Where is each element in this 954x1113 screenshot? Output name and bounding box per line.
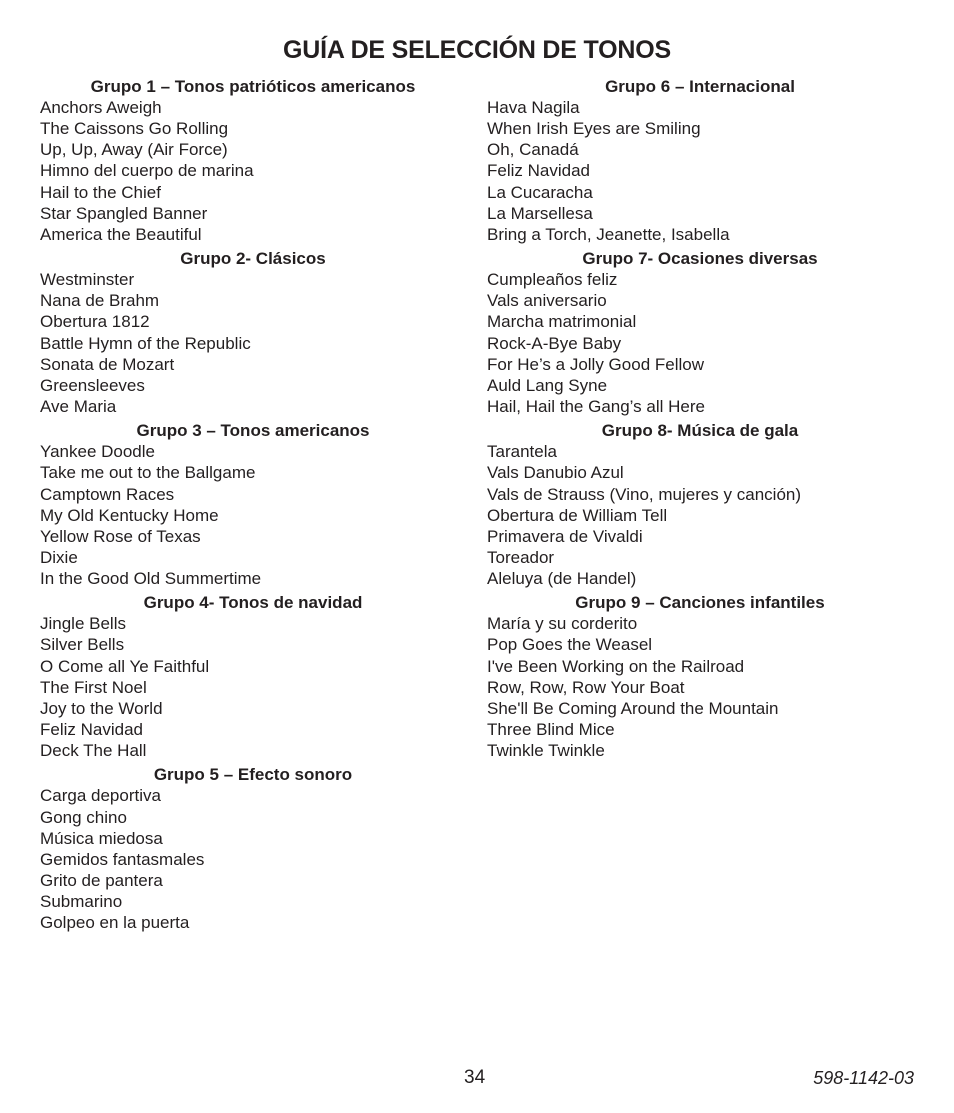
tone-item: The First Noel [40, 677, 147, 697]
tone-item: La Marsellesa [487, 203, 593, 223]
tone-item: Gemidos fantasmales [40, 849, 205, 869]
tone-item: Hava Nagila [487, 98, 580, 117]
group-heading: Grupo 5 – Efecto sonoro [153, 765, 353, 785]
tone-item: America the Beautiful [40, 224, 202, 244]
page-title: GUÍA DE SELECCIÓN DE TONOS [283, 36, 671, 64]
tone-item: Oh, Canadá [487, 140, 579, 160]
tone-item: Vals aniversario [487, 291, 607, 311]
tone-item: Jingle Bells [40, 614, 126, 634]
tone-item: Row, Row, Row Your Boat [487, 677, 685, 697]
tone-item: Up, Up, Away (Air Force) [40, 140, 228, 160]
tone-item: Carga deportiva [40, 786, 161, 806]
group-heading: Grupo 8- Música de gala [601, 421, 799, 441]
tone-item: O Come all Ye Faithful [40, 656, 210, 676]
right-column [487, 76, 913, 764]
tone-item: Bring a Torch, Jeanette, Isabella [487, 224, 730, 244]
tone-item: Greensleeves [40, 375, 145, 395]
tone-item: For He’s a Jolly Good Fellow [487, 354, 704, 374]
tone-list [40, 97, 466, 245]
tone-item: Grito de pantera [40, 871, 163, 890]
tone-group [487, 248, 913, 417]
page-number: 34 [464, 1067, 486, 1088]
group-heading: Grupo 3 – Tonos americanos [136, 421, 370, 441]
tone-item: Westminster [40, 270, 135, 290]
tone-group [40, 592, 466, 761]
tone-item: Silver Bells [40, 635, 125, 655]
tone-item: My Old Kentucky Home [40, 505, 219, 525]
tone-item: Dixie [40, 547, 78, 567]
tone-item: Ave Maria [40, 397, 117, 417]
tone-item: La Cucaracha [487, 182, 593, 202]
tone-item: Deck The Hall [40, 741, 147, 761]
tone-item: María y su corderito [487, 614, 638, 634]
left-column [40, 76, 466, 936]
tone-item: Himno del cuerpo de marina [40, 161, 254, 181]
tone-item: Feliz Navidad [40, 720, 143, 740]
tone-list [40, 785, 466, 933]
tone-item: I've Been Working on the Railroad [487, 656, 745, 676]
tone-item: Toreador [487, 547, 555, 567]
tone-group [40, 248, 466, 417]
tone-item: Take me out to the Ballgame [40, 463, 256, 483]
tone-item: Battle Hymn of the Republic [40, 333, 251, 353]
tone-item: Anchors Aweigh [40, 98, 162, 117]
tone-item: Rock-A-Bye Baby [487, 333, 622, 353]
tone-item: Cumpleaños feliz [487, 270, 618, 290]
tone-item: Vals Danubio Azul [487, 463, 624, 483]
tone-group [487, 592, 913, 761]
tone-item: Pop Goes the Weasel [487, 635, 653, 655]
tone-item: Hail to the Chief [40, 182, 161, 202]
group-heading: Grupo 7- Ocasiones diversas [582, 249, 818, 269]
tone-list [487, 269, 913, 417]
group-heading: Grupo 6 – Internacional [605, 77, 795, 96]
tone-list [487, 97, 913, 245]
tone-item: When Irish Eyes are Smiling [487, 119, 701, 139]
tone-item: Golpeo en la puerta [40, 913, 190, 933]
group-heading: Grupo 4- Tonos de navidad [143, 593, 363, 613]
tone-item: Tarantela [487, 442, 557, 462]
tone-item: In the Good Old Summertime [40, 569, 262, 589]
tone-item: The Caissons Go Rolling [40, 119, 229, 139]
tone-list [40, 269, 466, 417]
tone-item: She'll Be Coming Around the Mountain [487, 698, 779, 718]
tone-item: Submarino [40, 892, 123, 912]
tone-list [40, 441, 466, 589]
tone-item: Hail, Hail the Gang’s all Here [487, 397, 705, 417]
tone-item: Gong chino [40, 807, 127, 827]
tone-item: Three Blind Mice [487, 720, 615, 740]
tone-list [40, 613, 466, 761]
tone-group [487, 420, 913, 589]
tone-item: Auld Lang Syne [487, 375, 608, 395]
tone-list [487, 441, 913, 589]
tone-group [40, 76, 466, 245]
tone-list [487, 613, 913, 761]
tone-item: Camptown Races [40, 484, 175, 504]
group-heading: Grupo 1 – Tonos patrióticos americanos [90, 77, 416, 96]
tone-item: Obertura 1812 [40, 312, 150, 332]
tone-group [40, 764, 466, 933]
document-code: 598-1142-03 [813, 1068, 914, 1088]
tone-item: Twinkle Twinkle [487, 741, 605, 761]
tone-item: Star Spangled Banner [40, 203, 208, 223]
tone-item: Primavera de Vivaldi [487, 526, 643, 546]
tone-item: Música miedosa [40, 828, 163, 848]
tone-item: Yankee Doodle [40, 442, 155, 462]
group-heading: Grupo 2- Clásicos [180, 249, 326, 269]
tone-item: Nana de Brahm [40, 291, 160, 311]
tone-group [487, 76, 913, 245]
group-heading: Grupo 9 – Canciones infantiles [575, 593, 825, 613]
tone-item: Aleluya (de Handel) [487, 569, 637, 589]
tone-item: Joy to the World [40, 698, 163, 718]
tone-group [40, 420, 466, 589]
tone-item: Obertura de William Tell [487, 505, 668, 525]
tone-item: Sonata de Mozart [40, 354, 175, 374]
tone-item: Yellow Rose of Texas [40, 526, 201, 546]
tone-item: Vals de Strauss (Vino, mujeres y canción) [487, 484, 802, 504]
tone-item: Marcha matrimonial [487, 312, 637, 332]
tone-item: Feliz Navidad [487, 161, 590, 181]
